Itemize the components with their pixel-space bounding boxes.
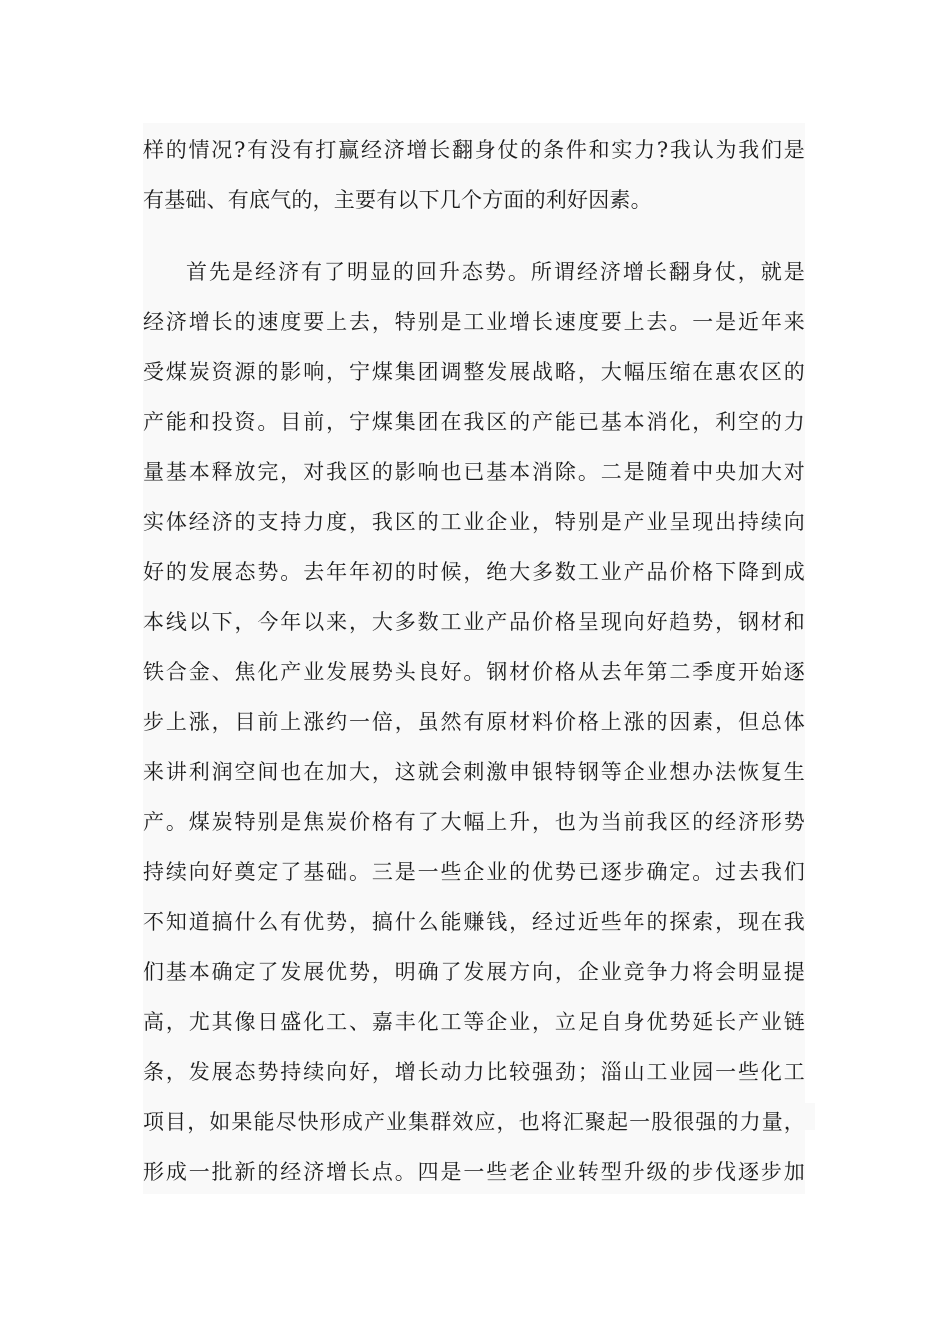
paragraph-line: 本线以下，今年以来，大多数工业产品价格呈现向好趋势，钢材和: [143, 610, 805, 634]
paragraph-line: 步上涨，目前上涨约一倍，虽然有原材料价格上涨的因素，但总体: [143, 710, 805, 734]
paragraph-line: 持续向好奠定了基础。三是一些企业的优势已逐步确定。过去我们: [143, 860, 805, 884]
paragraph-line: 实体经济的支持力度，我区的工业企业，特别是产业呈现出持续向: [143, 510, 805, 534]
paragraph-line: 们基本确定了发展优势，明确了发展方向，企业竞争力将会明显提: [143, 960, 805, 984]
paragraph-line: 受煤炭资源的影响，宁煤集团调整发展战略，大幅压缩在惠农区的: [143, 360, 805, 384]
paragraph-line: 高，尤其像日盛化工、嘉丰化工等企业，立足自身优势延长产业链: [143, 1010, 805, 1034]
paragraph-line: 样的情况?有没有打赢经济增长翻身仗的条件和实力?我认为我们是: [143, 138, 805, 162]
paragraph-line: 形成一批新的经济增长点。四是一些老企业转型升级的步伐逐步加: [143, 1160, 805, 1184]
paragraph-line: 好的发展态势。去年年初的时候，绝大多数工业产品价格下降到成: [143, 560, 805, 584]
paragraph-line: 项目，如果能尽快形成产业集群效应，也将汇聚起一股很强的力量，: [143, 1110, 805, 1134]
paragraph-line: 条，发展态势持续向好，增长动力比较强劲；淄山工业园一些化工: [143, 1060, 805, 1084]
paragraph-line: 有基础、有底气的，主要有以下几个方面的利好因素。: [143, 188, 652, 212]
paragraph-line: 首先是经济有了明显的回升态势。所谓经济增长翻身仗，就是: [186, 260, 805, 284]
paragraph-line: 产能和投资。目前，宁煤集团在我区的产能已基本消化，利空的力: [143, 410, 805, 434]
paragraph-line: 来讲利润空间也在加大，这就会刺激申银特钢等企业想办法恢复生: [143, 760, 805, 784]
paragraph-line: 量基本释放完，对我区的影响也已基本消除。二是随着中央加大对: [143, 460, 805, 484]
paragraph-line: 不知道搞什么有优势，搞什么能赚钱，经过近些年的探索，现在我: [143, 910, 805, 934]
paragraph-line: 铁合金、焦化产业发展势头良好。钢材价格从去年第二季度开始逐: [143, 660, 805, 684]
paragraph-line: 产。煤炭特别是焦炭价格有了大幅上升，也为当前我区的经济形势: [143, 810, 805, 834]
text-background-extension: [805, 1103, 815, 1130]
paragraph-line: 经济增长的速度要上去，特别是工业增长速度要上去。一是近年来: [143, 310, 805, 334]
